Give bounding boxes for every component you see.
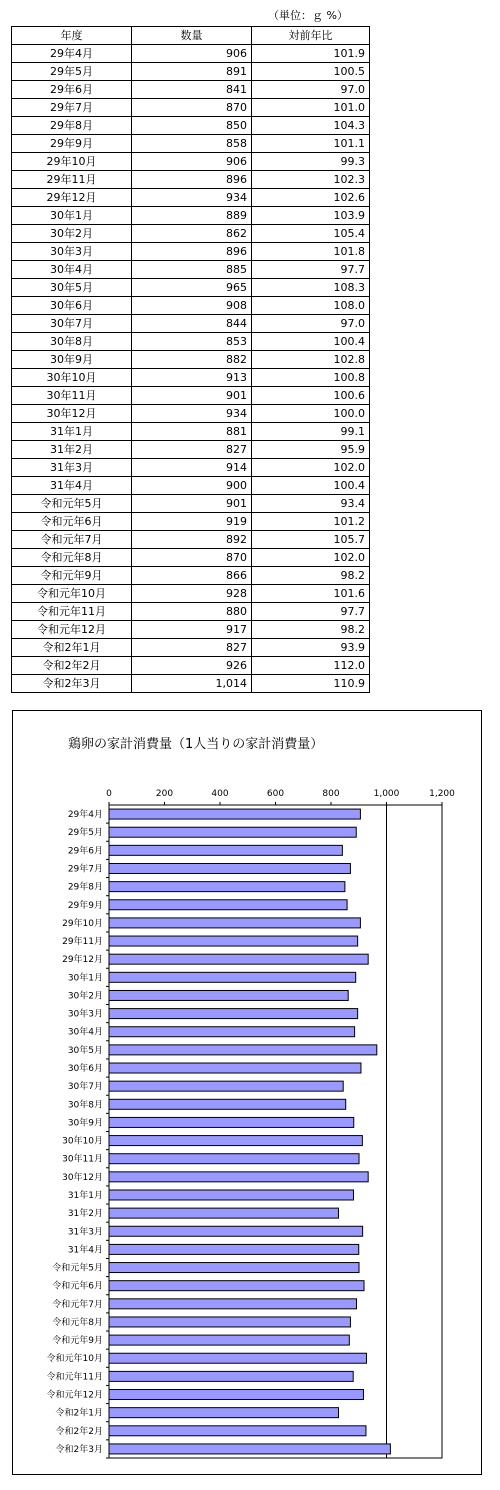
quantity-cell: 919: [132, 513, 252, 531]
bar: [109, 1371, 353, 1381]
y-category-label: 30年12月: [62, 1172, 103, 1183]
year-cell: 29年10月: [12, 153, 132, 171]
yoy-cell: 102.6: [252, 189, 370, 207]
quantity-cell: 841: [132, 81, 252, 99]
y-category-label: 29年10月: [62, 918, 103, 929]
year-cell: 令和2年2月: [12, 657, 132, 675]
x-tick-label: 1,000: [373, 789, 400, 799]
y-category-label: 30年8月: [67, 1100, 103, 1111]
bar: [109, 900, 347, 910]
bar: [109, 1154, 359, 1164]
bar: [109, 1353, 367, 1363]
quantity-cell: 892: [132, 531, 252, 549]
y-category-label: 29年4月: [67, 810, 103, 821]
bar: [109, 1408, 338, 1418]
y-category-label: 令和元年6月: [52, 1281, 103, 1292]
yoy-cell: 110.9: [252, 675, 370, 693]
quantity-cell: 901: [132, 387, 252, 405]
header-year: 年度: [12, 27, 132, 45]
bar: [109, 845, 342, 855]
year-cell: 令和元年12月: [12, 621, 132, 639]
yoy-cell: 102.0: [252, 459, 370, 477]
yoy-cell: 101.1: [252, 135, 370, 153]
yoy-cell: 99.3: [252, 153, 370, 171]
quantity-cell: 928: [132, 585, 252, 603]
quantity-cell: 934: [132, 405, 252, 423]
quantity-cell: 934: [132, 189, 252, 207]
yoy-cell: 100.4: [252, 477, 370, 495]
quantity-cell: 844: [132, 315, 252, 333]
year-cell: 31年4月: [12, 477, 132, 495]
quantity-cell: 896: [132, 171, 252, 189]
yoy-cell: 100.5: [252, 63, 370, 81]
bar: [109, 1444, 390, 1454]
yoy-cell: 102.0: [252, 549, 370, 567]
year-cell: 30年5月: [12, 279, 132, 297]
bar: [109, 1281, 364, 1291]
yoy-cell: 101.6: [252, 585, 370, 603]
year-cell: 29年8月: [12, 117, 132, 135]
yoy-cell: 101.9: [252, 45, 370, 63]
y-category-label: 31年3月: [67, 1227, 103, 1238]
bar: [109, 1063, 361, 1073]
y-category-label: 31年4月: [67, 1245, 103, 1256]
bar: [109, 1390, 363, 1400]
quantity-cell: 926: [132, 657, 252, 675]
bar: [109, 1136, 362, 1146]
yoy-cell: 95.9: [252, 441, 370, 459]
yoy-cell: 97.7: [252, 603, 370, 621]
y-category-label: 29年11月: [62, 937, 103, 948]
bar: [109, 936, 358, 946]
year-cell: 令和2年3月: [12, 675, 132, 693]
quantity-cell: 917: [132, 621, 252, 639]
yoy-cell: 97.0: [252, 315, 370, 333]
y-category-label: 30年2月: [67, 991, 103, 1002]
yoy-cell: 100.4: [252, 333, 370, 351]
x-tick-label: 1,200: [429, 789, 455, 799]
y-category-label: 令和2年1月: [55, 1408, 103, 1419]
y-category-label: 令和2年2月: [55, 1426, 103, 1437]
y-category-label: 30年4月: [67, 1027, 103, 1038]
quantity-cell: 901: [132, 495, 252, 513]
quantity-cell: 827: [132, 639, 252, 657]
quantity-cell: 889: [132, 207, 252, 225]
bar: [109, 827, 356, 837]
y-category-label: 29年12月: [62, 955, 103, 966]
y-category-label: 29年9月: [67, 900, 103, 911]
quantity-cell: 891: [132, 63, 252, 81]
y-category-label: 令和元年12月: [46, 1390, 103, 1401]
year-cell: 30年11月: [12, 387, 132, 405]
year-cell: 30年4月: [12, 261, 132, 279]
bar: [109, 863, 350, 873]
bar: [109, 1190, 353, 1200]
y-category-label: 29年5月: [67, 828, 103, 839]
year-cell: 令和元年10月: [12, 585, 132, 603]
yoy-cell: 101.8: [252, 243, 370, 261]
y-category-label: 令和2年3月: [55, 1444, 103, 1455]
chart-title: 鶏卵の家計消費量（1人当りの家計消費量）: [68, 737, 324, 752]
quantity-cell: 870: [132, 549, 252, 567]
x-tick-label: 0: [106, 789, 112, 799]
yoy-cell: 112.0: [252, 657, 370, 675]
y-category-label: 31年1月: [67, 1190, 103, 1201]
year-cell: 令和元年8月: [12, 549, 132, 567]
year-cell: 29年11月: [12, 171, 132, 189]
bar: [109, 1335, 349, 1345]
bar: [109, 1081, 343, 1091]
year-cell: 令和元年11月: [12, 603, 132, 621]
yoy-cell: 102.8: [252, 351, 370, 369]
bar: [109, 1299, 357, 1309]
quantity-cell: 900: [132, 477, 252, 495]
bar: [109, 1172, 368, 1182]
yoy-cell: 97.0: [252, 81, 370, 99]
y-category-label: 30年9月: [67, 1118, 103, 1129]
yoy-cell: 100.6: [252, 387, 370, 405]
y-category-label: 令和元年10月: [46, 1354, 103, 1365]
yoy-cell: 93.4: [252, 495, 370, 513]
y-category-label: 29年8月: [67, 882, 103, 893]
quantity-cell: 914: [132, 459, 252, 477]
bar: [109, 1244, 359, 1254]
bar: [109, 1226, 363, 1236]
y-category-label: 令和元年5月: [52, 1263, 103, 1274]
year-cell: 令和元年5月: [12, 495, 132, 513]
bar: [109, 1263, 359, 1273]
y-category-label: 29年7月: [67, 864, 103, 875]
bar: [109, 1317, 350, 1327]
y-category-label: 令和元年7月: [52, 1299, 103, 1310]
yoy-cell: 98.2: [252, 621, 370, 639]
yoy-cell: 100.8: [252, 369, 370, 387]
y-category-label: 29年6月: [67, 846, 103, 857]
yoy-cell: 98.2: [252, 567, 370, 585]
quantity-cell: 870: [132, 99, 252, 117]
x-tick-label: 200: [155, 789, 174, 799]
year-cell: 30年9月: [12, 351, 132, 369]
yoy-cell: 103.9: [252, 207, 370, 225]
yoy-cell: 97.7: [252, 261, 370, 279]
bar: [109, 918, 360, 928]
bar: [109, 990, 348, 1000]
yoy-cell: 99.1: [252, 423, 370, 441]
quantity-cell: 850: [132, 117, 252, 135]
quantity-cell: 965: [132, 279, 252, 297]
quantity-cell: 881: [132, 423, 252, 441]
year-cell: 30年7月: [12, 315, 132, 333]
y-category-label: 30年11月: [62, 1154, 103, 1165]
yoy-cell: 105.4: [252, 225, 370, 243]
y-category-label: 30年10月: [62, 1136, 103, 1147]
bar: [109, 1117, 354, 1127]
bar: [109, 882, 345, 892]
y-category-label: 30年5月: [67, 1045, 103, 1056]
y-category-label: 令和元年9月: [52, 1336, 103, 1347]
quantity-cell: 827: [132, 441, 252, 459]
year-cell: 30年3月: [12, 243, 132, 261]
year-cell: 30年2月: [12, 225, 132, 243]
quantity-cell: 858: [132, 135, 252, 153]
y-category-label: 31年2月: [67, 1209, 103, 1220]
bar: [109, 1027, 355, 1037]
year-cell: 30年6月: [12, 297, 132, 315]
quantity-cell: 906: [132, 153, 252, 171]
quantity-cell: 882: [132, 351, 252, 369]
year-cell: 29年4月: [12, 45, 132, 63]
quantity-cell: 896: [132, 243, 252, 261]
year-cell: 29年5月: [12, 63, 132, 81]
year-cell: 31年1月: [12, 423, 132, 441]
yoy-cell: 105.7: [252, 531, 370, 549]
quantity-cell: 913: [132, 369, 252, 387]
unit-label: （単位：ｇ %）: [268, 9, 348, 22]
y-category-label: 30年6月: [67, 1064, 103, 1075]
yoy-cell: 93.9: [252, 639, 370, 657]
yoy-cell: 108.0: [252, 297, 370, 315]
quantity-cell: 862: [132, 225, 252, 243]
yoy-cell: 104.3: [252, 117, 370, 135]
bar: [109, 1045, 377, 1055]
bar: [109, 1426, 366, 1436]
quantity-cell: 866: [132, 567, 252, 585]
bar: [109, 972, 356, 982]
yoy-cell: 101.2: [252, 513, 370, 531]
quantity-cell: 853: [132, 333, 252, 351]
bar: [109, 809, 360, 819]
year-cell: 31年2月: [12, 441, 132, 459]
quantity-cell: 885: [132, 261, 252, 279]
year-cell: 31年3月: [12, 459, 132, 477]
yoy-cell: 108.3: [252, 279, 370, 297]
bar: [109, 1009, 358, 1019]
quantity-cell: 908: [132, 297, 252, 315]
y-category-label: 30年3月: [67, 1009, 103, 1020]
yoy-cell: 102.3: [252, 171, 370, 189]
yoy-cell: 100.0: [252, 405, 370, 423]
year-cell: 令和2年1月: [12, 639, 132, 657]
y-category-label: 30年7月: [67, 1082, 103, 1093]
year-cell: 令和元年9月: [12, 567, 132, 585]
x-tick-label: 800: [322, 789, 340, 799]
quantity-cell: 906: [132, 45, 252, 63]
x-tick-label: 600: [266, 789, 285, 799]
year-cell: 30年12月: [12, 405, 132, 423]
bar: [109, 1208, 338, 1218]
year-cell: 30年1月: [12, 207, 132, 225]
y-category-label: 令和元年11月: [46, 1372, 103, 1383]
year-cell: 29年7月: [12, 99, 132, 117]
year-cell: 30年8月: [12, 333, 132, 351]
year-cell: 令和元年7月: [12, 531, 132, 549]
yoy-cell: 101.0: [252, 99, 370, 117]
y-category-label: 令和元年8月: [52, 1317, 103, 1328]
x-tick-label: 400: [211, 789, 229, 799]
year-cell: 令和元年6月: [12, 513, 132, 531]
year-cell: 30年10月: [12, 369, 132, 387]
bar: [109, 1099, 346, 1109]
header-yoy: 対前年比: [252, 27, 370, 45]
year-cell: 29年12月: [12, 189, 132, 207]
bar: [109, 954, 368, 964]
header-quantity: 数量: [132, 27, 252, 45]
quantity-cell: 880: [132, 603, 252, 621]
year-cell: 29年9月: [12, 135, 132, 153]
quantity-cell: 1,014: [132, 675, 252, 693]
y-category-label: 30年1月: [67, 973, 103, 984]
year-cell: 29年6月: [12, 81, 132, 99]
